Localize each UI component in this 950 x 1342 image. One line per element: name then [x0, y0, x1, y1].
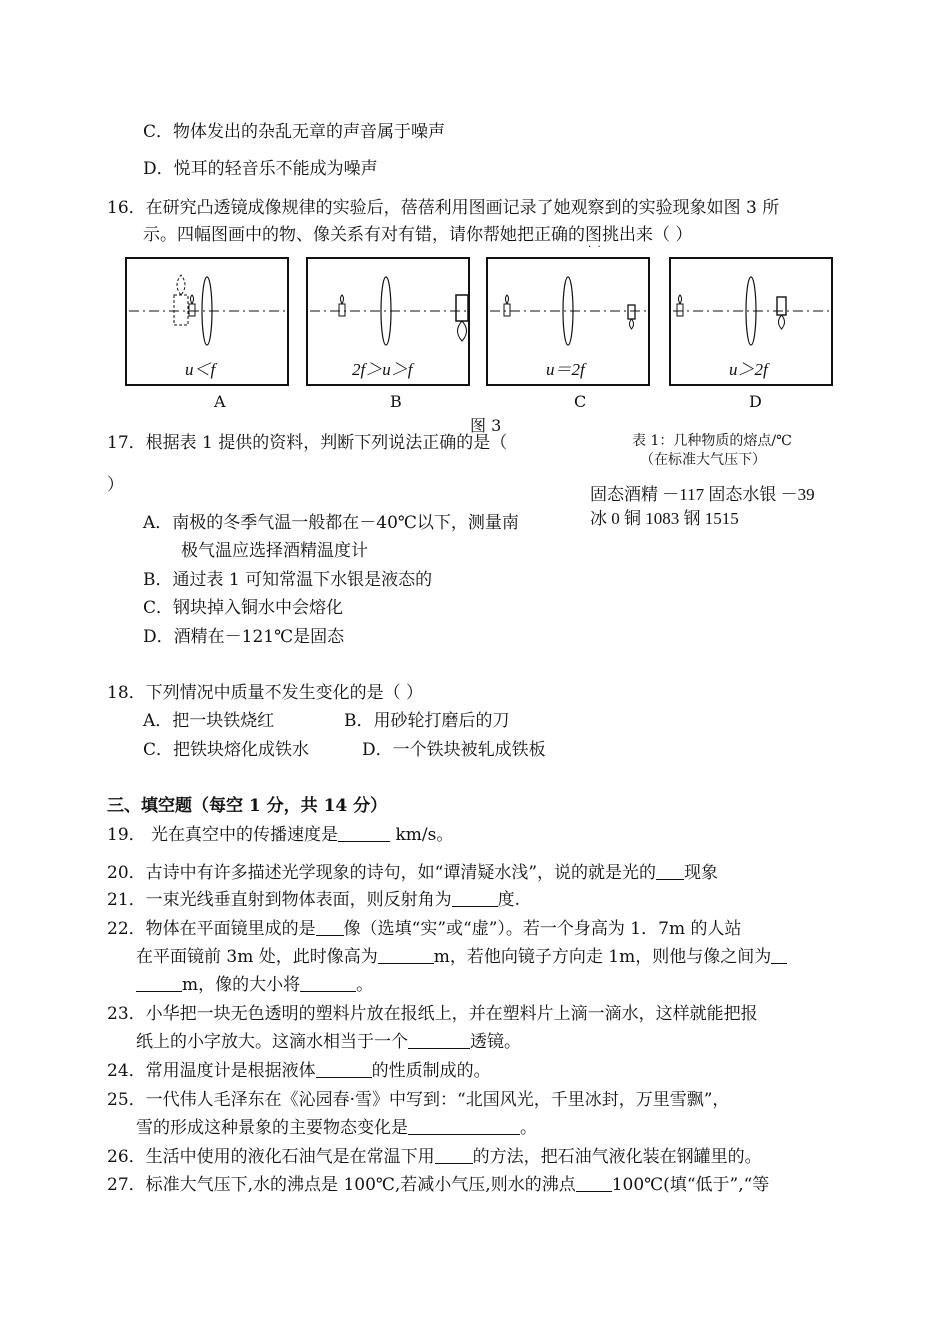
q22-text-b: 像（选填“实”或“虚”）。若一个身高为 1．7m 的人站 [343, 919, 742, 939]
q26-text-b: 的方法，把石油气液化装在钢罐里的。 [472, 1147, 762, 1167]
q22-line3 [136, 974, 373, 996]
q26-text-a: 26．生活中使用的液化石油气是在常温下用 [107, 1147, 435, 1167]
q23-line1: 23．小华把一块无色透明的塑料片放在报纸上，并在塑料片上滴一滴水，这样就能把报 [107, 1004, 758, 1024]
q18-option-a: A．把一块铁烧红 [143, 711, 275, 731]
emphasis-dots: · · [588, 242, 601, 253]
q19-text-b: km/s。 [390, 825, 454, 845]
q19-blank[interactable] [338, 825, 390, 842]
section3-heading: 三、填空题（每空 1 分，共 14 分） [107, 796, 388, 816]
q26-blank[interactable] [435, 1147, 473, 1164]
q27-text-b: 100℃(填“低于”,“等 [611, 1175, 770, 1195]
q17-option-c: C．钢块掉入铜水中会熔化 [143, 598, 344, 618]
q21 [107, 889, 520, 911]
q17-option-b: B．通过表 1 可知常温下水银是液态的 [143, 570, 433, 590]
q19-text-a: 19． 光在真空中的传播速度是 [107, 825, 339, 845]
q18-option-b: B．用砂轮打磨后的刀 [344, 711, 510, 731]
q25-line2 [136, 1117, 537, 1139]
table1-row2: 冰 0 铜 1083 钢 1515 [590, 509, 739, 528]
q22-text-d: m，若他向镜子方向走 1m，则他与像之间为 [433, 947, 772, 967]
table1-row1: 固态酒精 －117 固态水银 －39 [590, 485, 815, 504]
q22-blank-2[interactable] [378, 947, 434, 964]
q21-text-a: 21．一束光线垂直射到物体表面，则反射角为 [107, 890, 452, 910]
q25-text-a: 雪的形成这种景象的主要物态变化是 [136, 1118, 408, 1138]
figure-d-label: u＞2f [729, 360, 768, 379]
figure-c-letter: C [574, 392, 587, 411]
q16-stem-line2: 示。四幅图画中的物、像关系有对有错，请你帮她把正确的图挑出来（ ） [143, 225, 693, 245]
q22-blank-4[interactable] [300, 975, 356, 992]
q22-text-c: 在平面镜前 3m 处，此时像高为 [136, 947, 378, 967]
q24 [107, 1060, 491, 1082]
figure-b [306, 257, 470, 386]
q22-line1 [107, 918, 741, 940]
q24-blank[interactable] [316, 1061, 372, 1078]
q22-text-f: 。 [356, 975, 374, 995]
q17-stem-line2: ） [107, 475, 124, 495]
q22-line2 [136, 946, 787, 968]
q26 [107, 1146, 762, 1168]
q23-text-b: 透镜。 [470, 1032, 521, 1052]
q27 [107, 1174, 769, 1196]
q25-blank[interactable] [408, 1118, 520, 1135]
q22-text-a: 22．物体在平面镜里成的是 [107, 919, 316, 939]
q27-blank[interactable] [576, 1175, 612, 1192]
figure-c-label: u＝2f [546, 360, 585, 379]
figure-c [486, 257, 650, 386]
q19 [107, 824, 453, 846]
q17-option-a-line2: 极气温应选择酒精温度计 [181, 541, 368, 561]
q18-stem: 18．下列情况中质量不发生变化的是（ ） [107, 683, 424, 703]
table1-subtitle: （在标准大气压下） [640, 452, 766, 468]
figure-a [125, 257, 289, 386]
q18-option-d: D．一个铁块被轧成铁板 [362, 740, 546, 760]
q24-text-b: 的性质制成的。 [371, 1061, 491, 1081]
q22-text-e: m，像的大小将 [182, 975, 301, 995]
table1-title: 表 1：几种物质的熔点/℃ [632, 433, 792, 449]
q25-text-b: 。 [520, 1118, 537, 1138]
figure-d [669, 257, 833, 386]
figure-caption: 图 3 [470, 416, 502, 435]
q22-blank-1[interactable] [316, 919, 344, 936]
q20-text-b: 现象 [684, 863, 719, 883]
figure-b-letter: B [390, 392, 402, 411]
q23-text-a: 纸上的小字放大。这滴水相当于一个 [136, 1032, 408, 1052]
q27-text-a: 27．标准大气压下,水的沸点是 100℃,若减小气压,则水的沸点 [107, 1175, 576, 1195]
q22-blank-3b[interactable] [136, 975, 182, 992]
q20-text-a: 20．古诗中有许多描述光学现象的诗句，如“谭清疑水浅”，说的就是光的 [107, 863, 657, 883]
q21-blank[interactable] [452, 890, 498, 907]
q23-blank[interactable] [408, 1032, 470, 1049]
q22-blank-3a[interactable] [771, 947, 787, 964]
q23-line2 [136, 1031, 521, 1053]
figure-a-label: u＜f [185, 360, 216, 379]
q17-option-a-line1: A．南极的冬季气温一般都在－40℃以下，测量南 [143, 513, 519, 533]
figure-d-letter: D [749, 392, 762, 411]
q24-text-a: 24．常用温度计是根据液体 [107, 1061, 316, 1081]
q20-blank[interactable] [656, 863, 684, 880]
q25-line1: 25．一代伟人毛泽东在《沁园春·雪》中写到：“北国风光，千里冰封，万里雪飘”， [107, 1090, 730, 1110]
q15-option-d: D．悦耳的轻音乐不能成为噪声 [143, 159, 378, 179]
q16-stem-line1: 16．在研究凸透镜成像规律的实验后，蓓蓓利用图画记录了她观察到的实验现象如图 3 所 [107, 198, 780, 218]
figure-a-letter: A [214, 392, 226, 411]
q21-text-b: 度. [497, 890, 521, 910]
q18-option-c: C．把铁块熔化成铁水 [143, 740, 310, 760]
q17-stem-line1: 17．根据表 1 提供的资料，判断下列说法正确的是（ [107, 433, 508, 453]
q20 [107, 862, 718, 884]
figure-b-label: 2f＞u＞f [352, 360, 413, 379]
q15-option-c: C．物体发出的杂乱无章的声音属于噪声 [143, 122, 446, 142]
q17-option-d: D．酒精在－121℃是固态 [143, 627, 345, 647]
